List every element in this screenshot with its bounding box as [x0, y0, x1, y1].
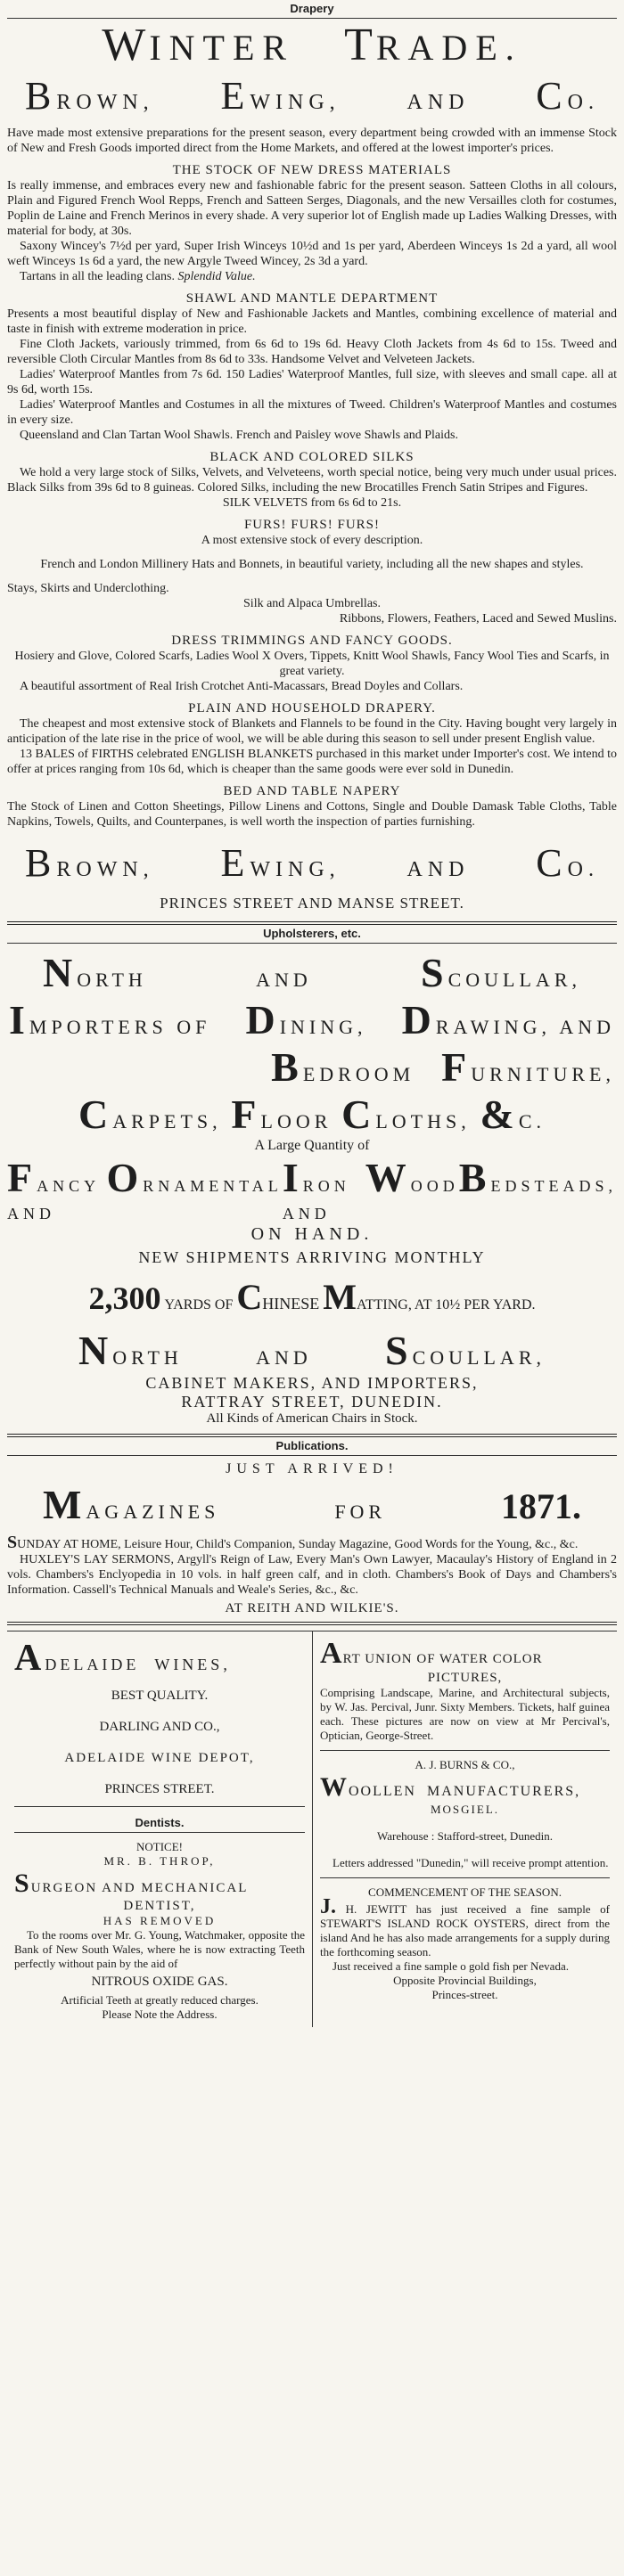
- firm-name-brown-ewing-footer: BROWN, EWING, AND CO.: [25, 841, 599, 885]
- artificial-teeth-text: Artificial Teeth at greatly reduced charges.: [61, 1993, 259, 2007]
- north-scoullar-title: NORTH AND SCOULLAR,: [43, 950, 581, 995]
- jewitt-address-1: Opposite Provincial Buildings,: [393, 1974, 537, 1987]
- winter-trade-title: WINTER TRADE.: [102, 20, 522, 70]
- furs-text: A most extensive stock of every description.: [201, 534, 423, 547]
- address-note-text: Please Note the Address.: [102, 2008, 218, 2021]
- section-heading-dentists: Dentists.: [135, 1816, 185, 1829]
- bedroom-furniture-line: BEDROOM FURNITURE,: [271, 1044, 615, 1090]
- plain-drapery-heading: PLAIN AND HOUSEHOLD DRAPERY.: [188, 701, 436, 716]
- shawl-text-2: Fine Cloth Jackets, variously trimmed, from 6s 6d to 19s 6d. Heavy Cloth Jackets from 4s 6d to 15s. Tweed and reversible Cloth Circular Mantles from 8s 6d to 33s. Handsome Velvet and Velveteen Jackets.: [7, 338, 617, 366]
- rattray-street-text: RATTRAY STREET, DUNEDIN.: [181, 1393, 443, 1411]
- section-heading-upholsterers: Upholsterers, etc.: [7, 925, 617, 944]
- letters-text: Letters addressed "Dunedin," will receive prompt attention.: [333, 1856, 609, 1869]
- large-quantity-text: A Large Quantity of: [254, 1138, 370, 1153]
- wine-depot-text: ADELAIDE WINE DEPOT,: [64, 1751, 255, 1765]
- shawl-text-3: Ladies' Waterproof Mantles from 7s 6d. 150 Ladies' Waterproof Mantles, full size, with sleeves and small cape. all at 9s 6d, worth 15s.: [7, 368, 617, 397]
- plain-drapery-text-1: The cheapest and most extensive stock of Blankets and Flannels to be found in the City. Having bought very largely in anticipation of the late rise in the price of wool, we will be able during this season to sell under present English value.: [7, 717, 617, 746]
- removed-text: HAS REMOVED: [103, 1914, 217, 1927]
- mosgiel-text: MOSGIEL.: [430, 1803, 500, 1816]
- furs-heading: FURS! FURS! FURS!: [243, 518, 381, 532]
- darling-co-text: DARLING AND CO.,: [99, 1720, 220, 1734]
- chinese-matting-line: 2,300 YARDS OF CHINESE MATTING, AT 10½ PER YARD.: [88, 1277, 536, 1317]
- jewitt-address-2: Princes-street.: [431, 1988, 498, 2001]
- silks-text-2: SILK VELVETS from 6s 6d to 21s.: [222, 496, 402, 510]
- millinery-text: French and London Millinery Hats and Bonnets, in beautiful variety, including all the new shapes and styles.: [40, 558, 584, 571]
- firm-name-brown-ewing: BROWN, EWING, AND CO.: [25, 74, 599, 118]
- silks-heading: BLACK AND COLORED SILKS: [209, 450, 415, 464]
- notice-text: NOTICE!: [136, 1840, 183, 1853]
- trimmings-text-1: Hosiery and Glove, Colored Scarfs, Ladies Wool X Overs, Tippets, Knitt Wool Shawls, Fancy Wool Ties and Scarfs, in great variety.: [14, 650, 610, 678]
- burns-firm-text: A. J. BURNS & CO.,: [415, 1758, 515, 1771]
- trimmings-text-2: A beautiful assortment of Real Irish Crotchet Anti-Macassars, Bread Doyles and Collars.: [20, 680, 464, 693]
- dress-text-2: Saxony Wincey's 7½d per yard, Super Irish Winceys 10½d and 1s per yard, Aberdeen Winceys 1s 2d a yard, all wool weft Winceys 1s 6d a yard, the new Argyle Tweed Wincey, 2s 3d a yard.: [7, 240, 617, 268]
- on-hand-text: ON HAND.: [250, 1224, 374, 1244]
- napery-text: The Stock of Linen and Cotton Sheetings, Pillow Linens and Cottons, Single and Double Damask Table Cloths, Table Napkins, Towels, Quilts, and Counterpanes, is well worth the inspection of parties furnishing.: [7, 800, 617, 829]
- plain-drapery-text-2: 13 BALES of FIRTHS celebrated ENGLISH BLANKETS purchased in this market under Importer's cost. We intend to offer at prices ranging from 10s 6d, which is cheaper than the same goods were ever sold in Dunedin.: [7, 748, 617, 776]
- carpets-line: CARPETS, FLOOR CLOTHS, &C.: [78, 1092, 546, 1137]
- reith-wilkie-text: AT REITH AND WILKIE'S.: [225, 1601, 399, 1615]
- american-chairs-text: All Kinds of American Chairs in Stock.: [206, 1411, 418, 1426]
- gold-fish-text: Just received a fine sample o gold fish per Nevada.: [333, 1959, 569, 1973]
- north-scoullar-footer: NORTH AND SCOULLAR,: [78, 1328, 546, 1373]
- napery-heading: BED AND TABLE NAPERY: [223, 784, 401, 798]
- sunday-at-home-text: SUNDAY AT HOME, Leisure Hour, Child's Companion, Sunday Magazine, Good Words for the Young, &c., &c.: [7, 1533, 579, 1552]
- dress-text-3: Tartans in all the leading clans. Splendid Value.: [20, 270, 256, 283]
- huxley-text: HUXLEY'S LAY SERMONS, Argyll's Reign of Law, Every Man's Own Lawyer, Macaulay's History of England in 2 vols. Chambers's Enclyopedia in 10 vols. in half green calf, and in cloth. Chambers's Book of Days and Chambers's Information. Cassell's Technical Manuals and Weale's Series, &c., &c.: [7, 1553, 617, 1597]
- jewitt-body-text: J. H. JEWITT has just received a fine sample of STEWART'S ISLAND ROCK OYSTERS, direct from the island And he has also made arrangements for a supply during the forthcoming season.: [320, 1895, 610, 1959]
- silks-text-1: We hold a very large stock of Silks, Velvets, and Velveteens, worth special notice, being very much under usual prices. Black Silks from 39s 6d to 8 guineas. Colored Silks, including the new Brocatilles French Satin Stripes and Figures.: [7, 466, 617, 495]
- shipments-text: NEW SHIPMENTS ARRIVING MONTHLY: [138, 1248, 486, 1266]
- ribbons-text: Ribbons, Flowers, Feathers, Laced and Sewed Muslins.: [339, 612, 617, 626]
- section-heading-publications: Publications.: [7, 1437, 617, 1456]
- dress-materials-heading: THE STOCK OF NEW DRESS MATERIALS: [172, 163, 452, 177]
- season-heading: COMMENCEMENT OF THE SEASON.: [368, 1885, 562, 1899]
- nitrous-gas-text: NITROUS OXIDE GAS.: [91, 1975, 228, 1989]
- trimmings-heading: DRESS TRIMMINGS AND FANCY GOODS.: [171, 634, 453, 648]
- dentist-body-text: To the rooms over Mr. G. Young, Watchmaker, opposite the Bank of New South Wales, where he is now extracting Teeth perfectly without pain by the aid of: [14, 1928, 305, 1970]
- importers-line: IMPORTERS OF DINING, DRAWING, AND: [9, 997, 615, 1043]
- throp-name: MR. B. THROP,: [103, 1854, 216, 1868]
- umbrellas-text: Silk and Alpaca Umbrellas.: [243, 597, 381, 610]
- right-column: [312, 1631, 617, 2027]
- shawl-heading: SHAWL AND MANTLE DEPARTMENT: [185, 291, 439, 306]
- art-union-text: Comprising Landscape, Marine, and Architectural subjects, by W. Jas. Percival, Junr. Sixty Members. Tickets, half guinea each. These pictures are now on view at Mr Percival's, Optician, George-Street.: [320, 1686, 610, 1742]
- princes-street-text: PRINCES STREET.: [104, 1782, 215, 1796]
- best-quality-text: BEST QUALITY.: [111, 1689, 209, 1703]
- art-union-title: ART UNION OF WATER COLOR PICTURES,: [320, 1637, 543, 1685]
- left-column: [7, 1631, 312, 2027]
- stays-text: Stays, Skirts and Underclothing.: [7, 582, 169, 595]
- shawl-text-4: Ladies' Waterproof Mantles and Costumes in all the mixtures of Tweed. Children's Waterproof Mantles and costumes in every size.: [7, 398, 617, 427]
- just-arrived-text: JUST ARRIVED!: [226, 1461, 398, 1476]
- cabinet-makers-text: CABINET MAKERS, AND IMPORTERS,: [145, 1374, 479, 1392]
- woollen-manufacturers-title: WOOLLEN MANUFACTURERS,: [320, 1772, 581, 1802]
- magazines-1871-line: MAGAZINES FOR 1871.: [43, 1482, 581, 1527]
- shawl-text-5: Queensland and Clan Tartan Wool Shawls. French and Paisley wove Shawls and Plaids.: [20, 429, 458, 442]
- surgeon-dentist-title: SURGEON AND MECHANICAL DENTIST,: [14, 1869, 249, 1913]
- fancy-bedsteads-line: FANCY AND ORNAMENTAL IRON AND WOOD BEDSTEADS,: [7, 1155, 617, 1223]
- section-heading-drapery: Drapery: [7, 0, 617, 19]
- drapery-address: PRINCES STREET AND MANSE STREET.: [160, 895, 464, 912]
- shawl-text-1: Presents a most beautiful display of New and Fashionable Jackets and Mantles, combining excellence of material and taste in finish with extreme moderation in price.: [7, 307, 617, 336]
- dress-text-1: Is really immense, and embraces every new and fashionable fabric for the present season. Satteen Cloths in all colours, Plain and Figured French Wool Repps, French and Satteen Serges, Diagonals, and the new Versailles cloth for costumes, Poplin de Laine and French Merinos in every shade. A very superior lot of English made up Ladies Walking Dresses, with material for body, at 30s.: [7, 179, 617, 238]
- adelaide-wines-title: ADELAIDE WINES,: [14, 1638, 231, 1679]
- drapery-intro: Have made most extensive preparations for the present season, every department being crowded with an immense Stock of New and Fresh Goods imported direct from the Home Markets, and offered at the lowest importer's prices.: [7, 127, 617, 155]
- two-column-ads: [7, 1631, 617, 2027]
- warehouse-text: Warehouse : Stafford-street, Dunedin.: [377, 1829, 553, 1843]
